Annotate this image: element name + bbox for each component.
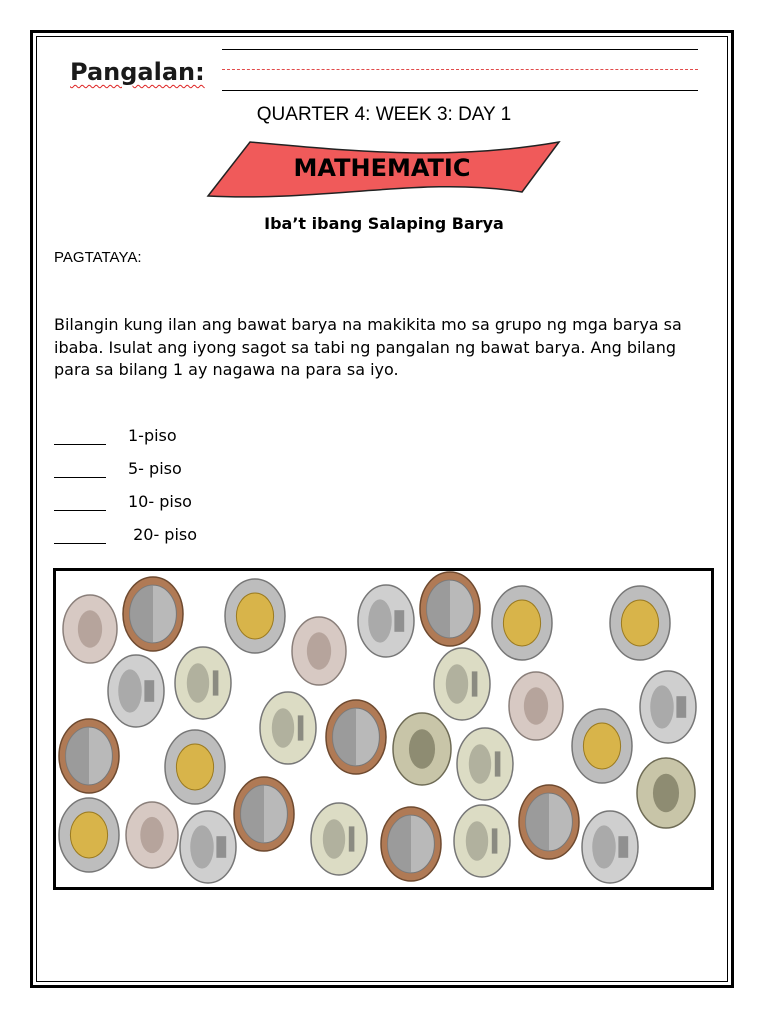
- philippine-coins-icon: [56, 571, 711, 887]
- coins-illustration: [53, 568, 714, 890]
- answer-blank[interactable]: [54, 428, 106, 445]
- answer-row-1-piso: [54, 426, 177, 445]
- answer-row-5-piso: [54, 459, 182, 478]
- answer-label: 20- piso: [128, 525, 198, 544]
- answer-label: 10- piso: [128, 492, 192, 511]
- answer-blank[interactable]: [54, 461, 106, 478]
- name-line-dashed: [222, 69, 698, 70]
- name-line-top: [222, 49, 698, 50]
- answer-row-20-piso: [54, 525, 197, 544]
- lesson-subtitle: Iba’t ibang Salaping Barya: [264, 214, 504, 233]
- instructions-text: Bilangin kung ilan ang bawat barya na makikita mo sa grupo ng mga barya sa ibaba. Isulat ang iyong sagot sa tabi ng pangalan ng bawat barya. Ang bilang para sa bilang 1 ay nagawa na para sa iyo.: [54, 315, 682, 379]
- answer-row-10-piso: [54, 492, 192, 511]
- quarter-heading: QUARTER 4: WEEK 3: DAY 1: [256, 104, 512, 125]
- answer-label: 5- piso: [128, 459, 182, 478]
- answer-blank[interactable]: [54, 527, 106, 544]
- name-label: Pangalan:: [70, 58, 205, 86]
- subject-title: MATHEMATIC: [293, 154, 471, 182]
- answer-blank[interactable]: [54, 494, 106, 511]
- answer-label: 1-piso: [128, 426, 177, 445]
- section-label: PAGTATAYA:: [54, 249, 142, 266]
- name-line-bottom: [222, 90, 698, 91]
